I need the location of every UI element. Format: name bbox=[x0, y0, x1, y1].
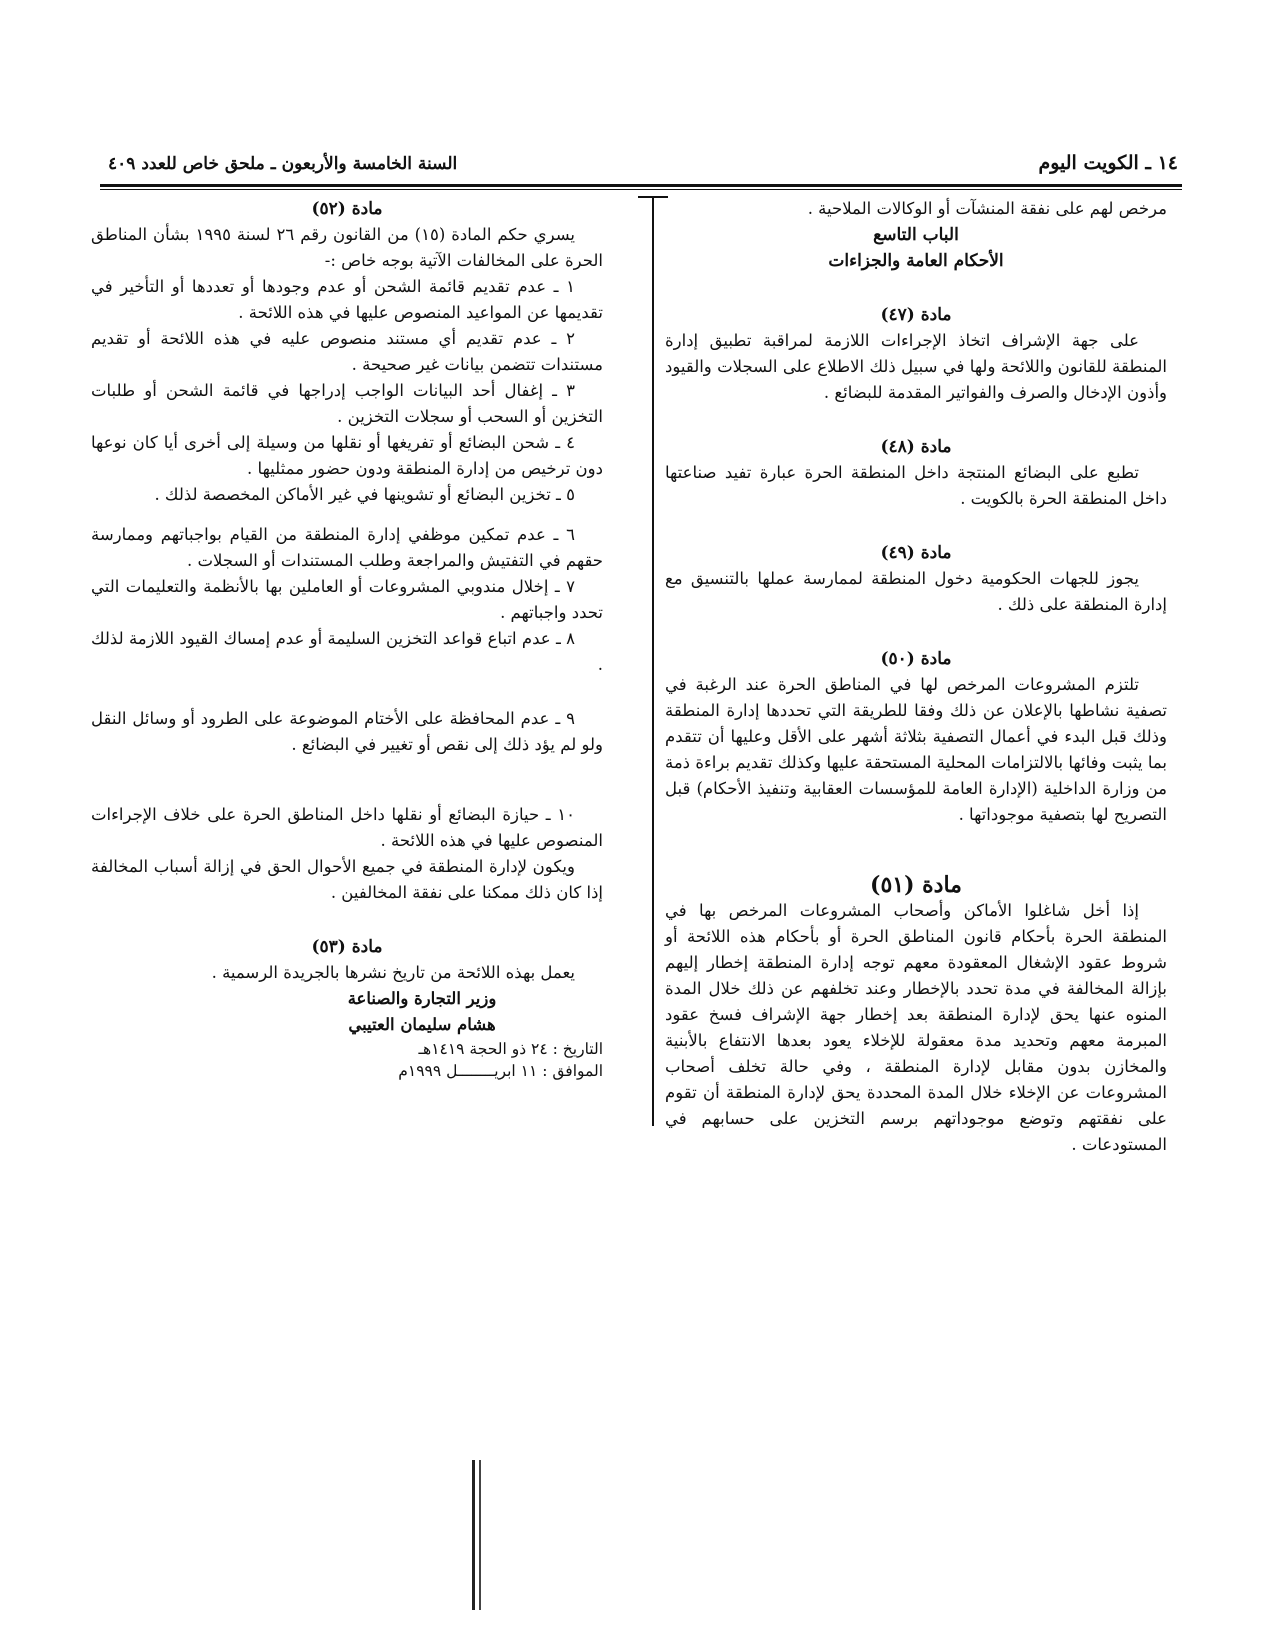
issue-info: السنة الخامسة والأربعون ـ ملحق خاص للعدد ٤٠٩ bbox=[108, 154, 458, 174]
header-rule bbox=[100, 184, 1182, 187]
date-hijri: التاريخ : ٢٤ ذو الحجة ١٤١٩هـ bbox=[418, 1040, 603, 1058]
page-header bbox=[108, 152, 1178, 186]
intro-text: مرخص لهم على نفقة المنشآت أو الوكالات الملاحية . bbox=[807, 199, 1167, 218]
article-52-intro: يسري حكم المادة (١٥) من القانون رقم ٢٦ لسنة ١٩٩٥ بشأن المناطق الحرة على المخالفات الآتية بوجه خاص :- bbox=[91, 225, 603, 270]
right-column bbox=[665, 196, 1167, 1158]
article-53-title: مادة (٥٣) bbox=[311, 937, 383, 957]
column-divider bbox=[652, 196, 654, 1126]
violation-item-5: ٥ ـ تخزين البضائع أو تشوينها في غير الأماكن المخصصة لذلك . bbox=[154, 485, 575, 504]
date-gregorian: الموافق : ١١ ابريــــــــل ١٩٩٩م bbox=[398, 1062, 603, 1080]
article-52-title: مادة (٥٢) bbox=[311, 199, 383, 219]
violation-item-8: ٨ ـ عدم اتباع قواعد التخزين السليمة أو عدم إمساك القيود اللازمة لذلك . bbox=[91, 629, 603, 674]
article-50-text: تلتزم المشروعات المرخص لها في المناطق الحرة عند الرغبة في تصفية نشاطها بالإعلان عن ذلك وفقا للطريقة التي تحددها إدارة المنطقة وذلك قبل البدء في أعمال التصفية بثلاثة أشهر على الأقل وعليها أن تتقدم بما يثبت وفائها بالالتزامات المحلية المستحقة عليها وكذلك تقديم براءة ذمة من وزارة الداخلية (الإدارة العامة للمؤسسات العقابية وتنفيذ الأحكام) قبل التصريح لها بتصفية موجوداتها . bbox=[665, 675, 1167, 824]
article-51-text: إذا أخل شاغلوا الأماكن وأصحاب المشروعات المرخص بها في المنطقة الحرة بأحكام قانون المناطق الحرة أو بأحكام هذه اللائحة أو شروط عقود الإشغال المعقودة معهم توجه إدارة المنطقة إخطار إليهم بإزالة المخالفة في مدة تحدد بالإخطار وعند تخلفهم عن ذلك خلال المدة المنوه عنها يحق لإدارة المنطقة بعد إخطار جهة الإشراف فسخ عقود المبرمة معهم وتحديد مدة معقولة للإخلاء يعود بعدها الانتفاع بالأبنية والمخازن بدون مقابل لإدارة المنطقة ، وفي حالة تخلف أصحاب المشروعات عن الإخلاء خلال المدة المحددة يحق لإدارة المنطقة أن تقوم على نفقتهم وتوضع موجوداتهم برسم التخزين على حسابهم في المستودعات . bbox=[665, 901, 1167, 1154]
violation-item-6: ٦ ـ عدم تمكين موظفي إدارة المنطقة من القيام بواجباتهم وممارسة حقهم في التفتيش والمراجعة وطلب المستندات أو السجلات . bbox=[91, 525, 603, 570]
chapter-title: الأحكام العامة والجزاءات bbox=[828, 251, 1004, 271]
article-48-title: مادة (٤٨) bbox=[880, 437, 952, 457]
minister-title: وزير التجارة والصناعة bbox=[347, 989, 497, 1008]
violation-item-10: ١٠ ـ حيازة البضائع أو نقلها داخل المناطق الحرة على خلاف الإجراءات المنصوص عليها في هذه اللائحة . bbox=[91, 805, 603, 850]
scan-mark bbox=[472, 1460, 475, 1610]
violation-item-7: ٧ ـ إخلال مندوبي المشروعات أو العاملين بها بالأنظمة والتعليمات التي تحدد واجباتهم . bbox=[91, 577, 603, 622]
article-50-title: مادة (٥٠) bbox=[880, 649, 952, 669]
article-49-text: يجوز للجهات الحكومية دخول المنطقة لممارسة عملها بالتنسيق مع إدارة المنطقة على ذلك . bbox=[665, 569, 1167, 614]
minister-name: هشام سليمان العتيبي bbox=[348, 1015, 496, 1034]
article-49-title: مادة (٤٩) bbox=[880, 543, 952, 563]
page-title: ١٤ ـ الكويت اليوم bbox=[1038, 152, 1178, 174]
header-rule-thin bbox=[100, 189, 1182, 190]
scan-mark-secondary bbox=[479, 1460, 481, 1610]
violation-item-4: ٤ ـ شحن البضائع أو تفريغها أو نقلها من وسيلة إلى أخرى أيا كان نوعها دون ترخيص من إدارة المنطقة ودون حضور ممثليها . bbox=[91, 433, 603, 478]
article-48-text: تطبع على البضائع المنتجة داخل المنطقة الحرة عبارة تفيد صناعتها داخل المنطقة الحرة بالكويت . bbox=[665, 463, 1167, 508]
left-column bbox=[91, 196, 603, 1082]
violation-item-1: ١ ـ عدم تقديم قائمة الشحن أو عدم وجودها أو تعددها أو التأخير في تقديمها عن المواعيد المنصوص عليها في هذه اللائحة . bbox=[91, 277, 603, 322]
article-47-title: مادة (٤٧) bbox=[880, 305, 952, 325]
article-47-text: على جهة الإشراف اتخاذ الإجراءات اللازمة لمراقبة تطبيق إدارة المنطقة للقانون واللائحة ولها في سبيل ذلك الاطلاع على السجلات والقيود وأذون الإدخال والصرف والفواتير المقدمة للبضائع . bbox=[665, 331, 1167, 402]
chapter-label: الباب التاسع bbox=[873, 225, 959, 245]
closing-text: ويكون لإدارة المنطقة في جميع الأحوال الحق في إزالة أسباب المخالفة إذا كان ذلك ممكنا على نفقة المخالفين . bbox=[91, 857, 603, 902]
violation-item-3: ٣ ـ إغفال أحد البيانات الواجب إدراجها في قائمة الشحن أو طلبات التخزين أو السحب أو سجلات التخزين . bbox=[91, 381, 603, 426]
article-53-text: يعمل بهذه اللائحة من تاريخ نشرها بالجريدة الرسمية . bbox=[211, 963, 575, 982]
violation-item-2: ٢ ـ عدم تقديم أي مستند منصوص عليه في هذه اللائحة أو تقديم مستندات تتضمن بيانات غير صحيحة . bbox=[91, 329, 603, 374]
violation-item-9: ٩ ـ عدم المحافظة على الأختام الموضوعة على الطرود أو وسائل النقل ولو لم يؤد ذلك إلى نقص أو تغيير في البضائع . bbox=[91, 709, 603, 754]
article-51-title: مادة (٥١) bbox=[870, 872, 962, 898]
divider-cross bbox=[638, 196, 668, 198]
